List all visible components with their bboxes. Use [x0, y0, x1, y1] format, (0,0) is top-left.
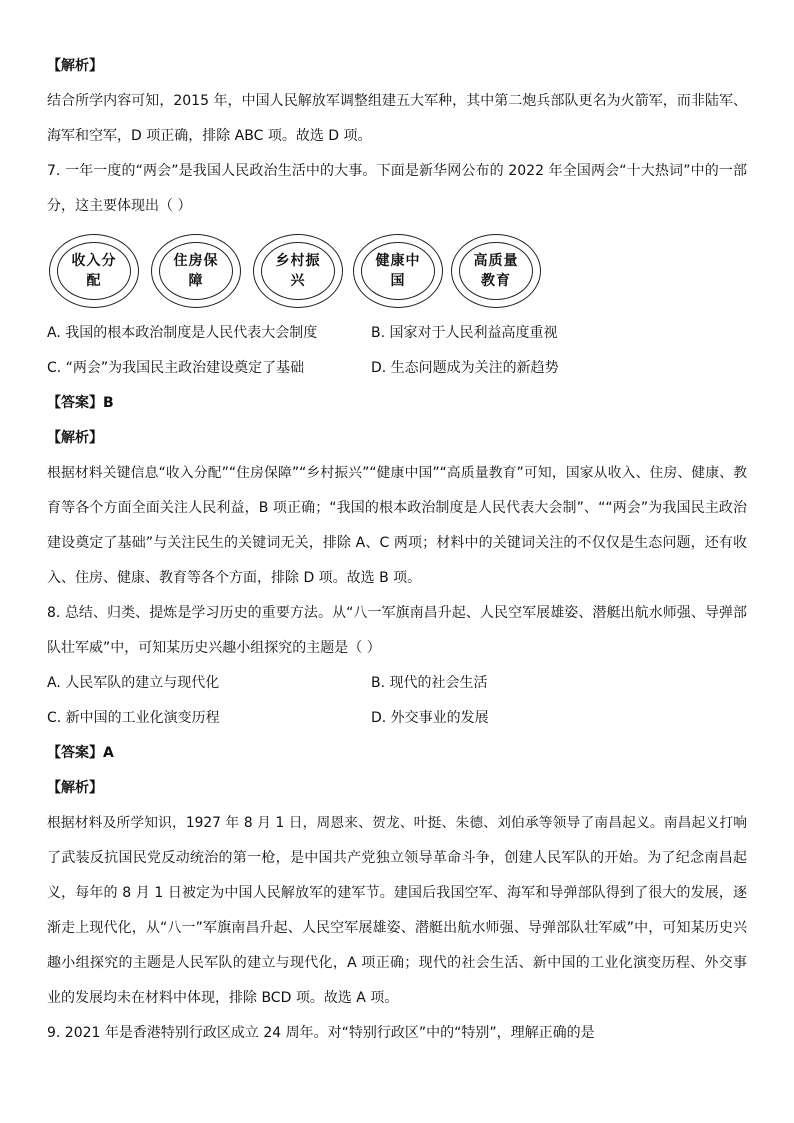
q8-stem-line: 队壮军威”中，可知某历史兴趣小组探究的主题是（ ）: [47, 640, 381, 656]
keyword-ring: [451, 234, 541, 308]
q8-option-d: D. 外交事业的发展: [371, 710, 489, 726]
q8-option-a: A. 人民军队的建立与现代化: [47, 675, 220, 691]
keyword-ring: [253, 234, 343, 308]
q7-analysis-label: 【解析】: [47, 430, 103, 446]
q7-option-b: B. 国家对于人民利益高度重视: [371, 325, 558, 341]
q7-stem-line: 7. 一年一度的“两会”是我国人民政治生活中的大事。下面是新华网公布的 2022 年全国两会“十大热词”中的一部: [47, 163, 747, 179]
q7-option-c: C. “两会”为我国民主政治建设奠定了基础: [47, 360, 305, 376]
q8-analysis-line: 渐走上现代化，从“八一”军旗南昌升起、人民空军展雄姿、潜艇出航水师强、导弹部队壮军威”中，可知某历史兴: [47, 920, 747, 936]
keyword-text: 健康中国: [375, 253, 421, 289]
q7-analysis-line: 建设奠定了基础”与关注民生的关键词无关，排除 A、C 两项；材料中的关键词关注的不仅仅是生态问题，还有收: [47, 535, 747, 551]
keyword-figure: [47, 234, 547, 310]
q8-option-b: B. 现代的社会生活: [371, 675, 488, 691]
q6-analysis-label: 【解析】: [47, 58, 103, 74]
q8-analysis-line: 义，每年的 8 月 1 日被定为中国人民解放军的建军节。建国后我国空军、海军和导弹部队得到了很大的发展，逐: [47, 885, 747, 901]
keyword-text: 乡村振兴: [275, 253, 321, 289]
q8-analysis-label: 【解析】: [47, 780, 103, 796]
keyword-text: 住房保障: [173, 253, 219, 289]
q8-analysis-line: 业的发展均未在材料中体现，排除 BCD 项。故选 A 项。: [47, 990, 399, 1006]
keyword-text: 收入分配: [71, 253, 117, 289]
q6-analysis-line: 海军和空军，D 项正确，排除 ABC 项。故选 D 项。: [47, 128, 372, 144]
q6-analysis-line: 结合所学内容可知，2015 年，中国人民解放军调整组建五大军种，其中第二炮兵部队更名为火箭军，而非陆军、: [47, 93, 747, 109]
q9-stem-line: 9. 2021 年是香港特别行政区成立 24 周年。对“特别行政区”中的“特别”，理解正确的是: [47, 1025, 595, 1041]
keyword-ring: [151, 234, 241, 308]
q8-analysis-line: 趣小组探究的主题是人民军队的建立与现代化，A 项正确；现代的社会生活、新中国的工业化演变历程、外交事: [47, 955, 747, 971]
keyword-text: 高质量教育: [473, 253, 519, 289]
q8-answer: 【答案】A: [47, 745, 114, 761]
keyword-ring: [353, 234, 443, 308]
q8-analysis-line: 了武装反抗国民党反动统治的第一枪，是中国共产党独立领导革命斗争，创建人民军队的开始。为了纪念南昌起: [47, 850, 747, 866]
q7-analysis-line: 育等各个方面全面关注人民利益，B 项正确；“我国的根本政治制度是人民代表大会制”、““两会”为我国民主政治: [47, 500, 747, 516]
q7-analysis-line: 入、住房、健康、教育等各个方面，排除 D 项。故选 B 项。: [47, 570, 422, 586]
q7-option-d: D. 生态问题成为关注的新趋势: [371, 360, 559, 376]
q7-answer: 【答案】B: [47, 395, 114, 411]
q8-stem-line: 8. 总结、归类、提炼是学习历史的重要方法。从“八一军旗南昌升起、人民空军展雄姿、潜艇出航水师强、导弹部: [47, 605, 747, 621]
keyword-ring: [49, 234, 139, 308]
q7-analysis-line: 根据材料关键信息“收入分配”“住房保障”“乡村振兴”“健康中国”“高质量教育”可知，国家从收入、住房、健康、教: [47, 465, 747, 481]
q8-option-c: C. 新中国的工业化演变历程: [47, 710, 220, 726]
q7-option-a: A. 我国的根本政治制度是人民代表大会制度: [47, 325, 318, 341]
q8-analysis-line: 根据材料及所学知识，1927 年 8 月 1 日，周恩来、贺龙、叶挺、朱德、刘伯承等领导了南昌起义。南昌起义打响: [47, 815, 747, 831]
q7-stem-line: 分，这主要体现出（ ）: [47, 198, 192, 214]
